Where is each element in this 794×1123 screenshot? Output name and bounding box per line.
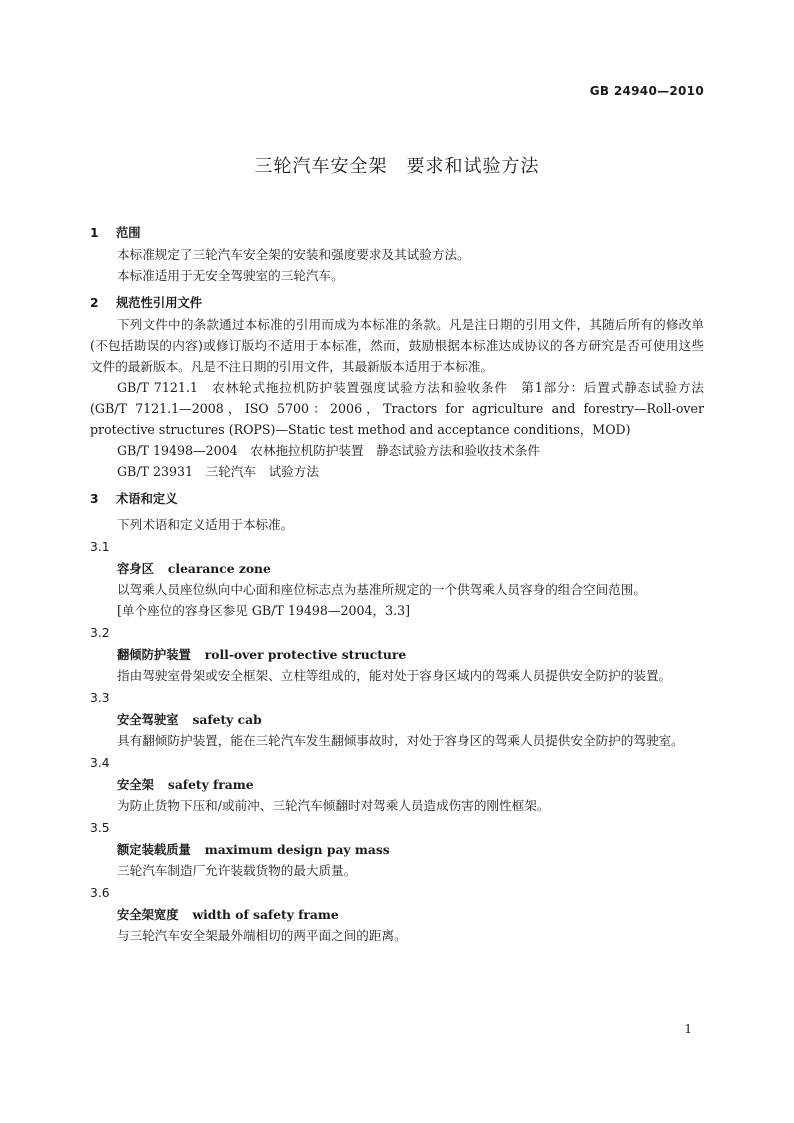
- section-heading-terms-definitions: [90, 488, 704, 510]
- clause-number: 3.6: [90, 886, 110, 900]
- section-number: 1: [90, 226, 99, 240]
- term-english: roll-over protective structure: [204, 647, 407, 662]
- term-english: clearance zone: [167, 561, 271, 576]
- term-entry: [90, 644, 704, 665]
- paragraph: 下列术语和定义适用于本标准。: [117, 517, 294, 532]
- term-english: safety cab: [192, 712, 262, 727]
- standard-number: GB 24940—2010: [589, 84, 704, 98]
- section-number: 2: [90, 296, 99, 310]
- term-entry: [90, 774, 704, 795]
- clause-number: 3.1: [90, 540, 110, 554]
- term-definition: 三轮汽车制造厂允许装载货物的最大质量。: [117, 863, 357, 878]
- term-definition: 以驾乘人员座位纵向中心面和座位标志点为基准所规定的一个供驾乘人员容身的组合空间范围。: [117, 582, 646, 597]
- document-title: 三轮汽车安全架 要求和试验方法: [254, 156, 540, 177]
- clause-number: 3.5: [90, 821, 110, 835]
- term-english: safety frame: [167, 777, 254, 792]
- term-english: width of safety frame: [192, 907, 339, 922]
- term-chinese: 安全架宽度: [117, 908, 179, 922]
- term-chinese: 翻倾防护装置: [117, 648, 191, 662]
- section-title: 术语和定义: [116, 492, 178, 506]
- term-entry: [90, 709, 704, 730]
- term-entry: [90, 558, 704, 579]
- term-english: maximum design pay mass: [204, 842, 390, 857]
- term-definition: 与三轮汽车安全架最外端相切的两平面之间的距离。: [117, 928, 407, 943]
- clause-number: 3.2: [90, 626, 110, 640]
- clause-number: 3.3: [90, 691, 110, 705]
- section-heading-normative-references: [90, 292, 704, 314]
- section-title: 规范性引用文件: [116, 296, 203, 310]
- term-note: [单个座位的容身区参见 GB/T 19498—2004，3.3]: [117, 603, 411, 618]
- term-chinese: 额定装载质量: [117, 843, 191, 857]
- paragraph: 下列文件中的条款通过本标准的引用而成为本标准的条款。凡是注日期的引用文件，其随后所有的修改单(不包括勘误的内容)或修订版均不适用于本标准，然而，鼓励根据本标准达成协议的各方研究是否可使用这些文件的最新版本。凡是不注日期的引用文件，其最新版本适用于本标准。: [90, 317, 704, 374]
- clause-number: 3.4: [90, 756, 110, 770]
- term-definition: 指由驾驶室骨架或安全框架、立柱等组成的，能对处于容身区域内的驾乘人员提供安全防护的装置。: [117, 668, 672, 683]
- term-definition: 为防止货物下压和/或前冲、三轮汽车倾翻时对驾乘人员造成伤害的刚性框架。: [117, 798, 550, 813]
- document-body: [90, 222, 704, 946]
- term-entry: [90, 904, 704, 925]
- term-chinese: 容身区: [117, 562, 154, 576]
- page-number: 1: [684, 1022, 692, 1036]
- term-entry: [90, 839, 704, 860]
- term-definition: 具有翻倾防护装置，能在三轮汽车发生翻倾事故时，对处于容身区的驾乘人员提供安全防护的驾驶室。: [117, 733, 684, 748]
- term-chinese: 安全架: [117, 778, 154, 792]
- term-chinese: 安全驾驶室: [117, 713, 179, 727]
- reference-entry: GB/T 19498—2004 农林拖拉机防护装置 静态试验方法和验收技术条件: [117, 443, 540, 458]
- reference-entry: GB/T 7121.1 农林轮式拖拉机防护装置强度试验方法和验收条件 第1部分：后置式静态试验方法(GB/T 7121.1—2008，ISO 5700：2006，Tractors for agriculture and forestry—Roll-over protective structures (ROPS)—Static test method and acceptance conditions，MOD): [90, 380, 704, 437]
- section-title: 范围: [116, 226, 141, 240]
- reference-entry: GB/T 23931 三轮汽车 试验方法: [117, 464, 319, 479]
- section-number: 3: [90, 492, 99, 506]
- paragraph: 本标准适用于无安全驾驶室的三轮汽车。: [117, 268, 344, 283]
- paragraph: 本标准规定了三轮汽车安全架的安装和强度要求及其试验方法。: [117, 247, 470, 262]
- section-heading-scope: [90, 222, 704, 244]
